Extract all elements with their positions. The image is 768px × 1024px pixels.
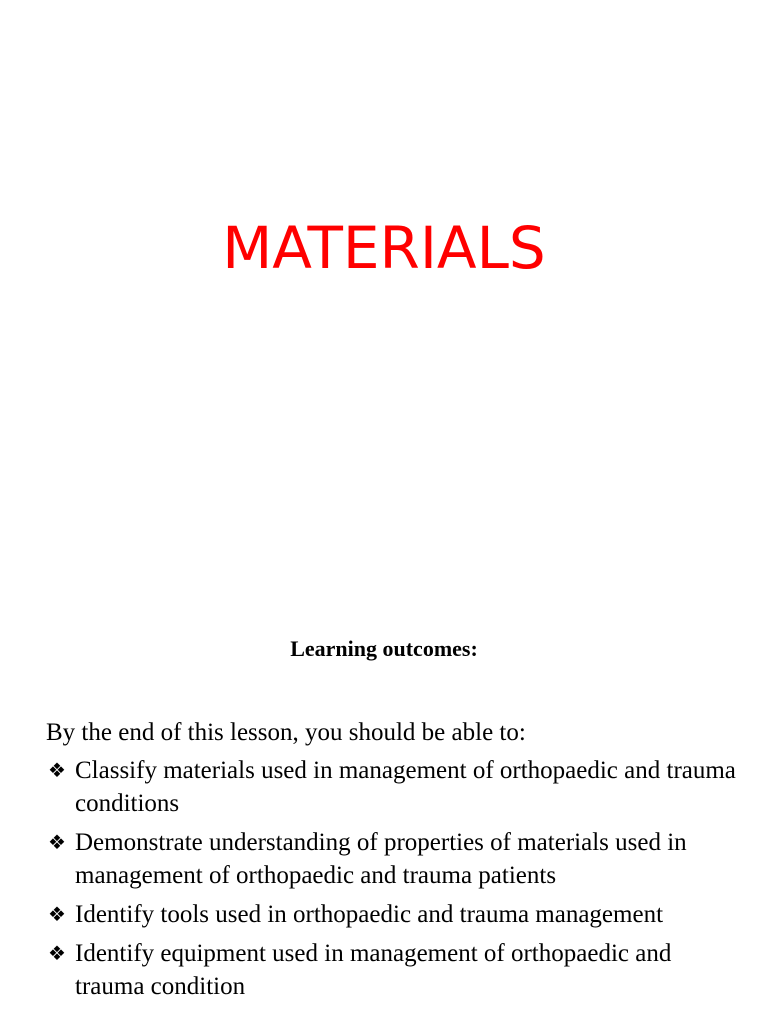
list-item-text: Demonstrate understanding of properties of materials used in management of orthopaedic and trauma patients xyxy=(75,829,687,889)
diamond-bullet-icon: ❖ xyxy=(48,830,66,854)
intro-text: By the end of this lesson, you should be able to: xyxy=(46,719,526,746)
diamond-bullet-icon: ❖ xyxy=(48,941,66,965)
list-item xyxy=(46,937,746,1003)
outcomes-list xyxy=(46,754,746,1009)
list-item xyxy=(46,898,746,931)
list-item-text: Classify materials used in management of orthopaedic and trauma conditions xyxy=(75,757,736,817)
slide-title: MATERIALS xyxy=(222,214,546,282)
diamond-bullet-icon: ❖ xyxy=(48,758,66,782)
list-item-text: Identify equipment used in management of orthopaedic and trauma condition xyxy=(75,940,672,1000)
learning-outcomes-heading: Learning outcomes: xyxy=(290,636,478,661)
diamond-bullet-icon: ❖ xyxy=(48,902,66,926)
list-item xyxy=(46,826,746,892)
list-item-text: Identify tools used in orthopaedic and trauma management xyxy=(75,901,664,928)
list-item xyxy=(46,754,746,820)
